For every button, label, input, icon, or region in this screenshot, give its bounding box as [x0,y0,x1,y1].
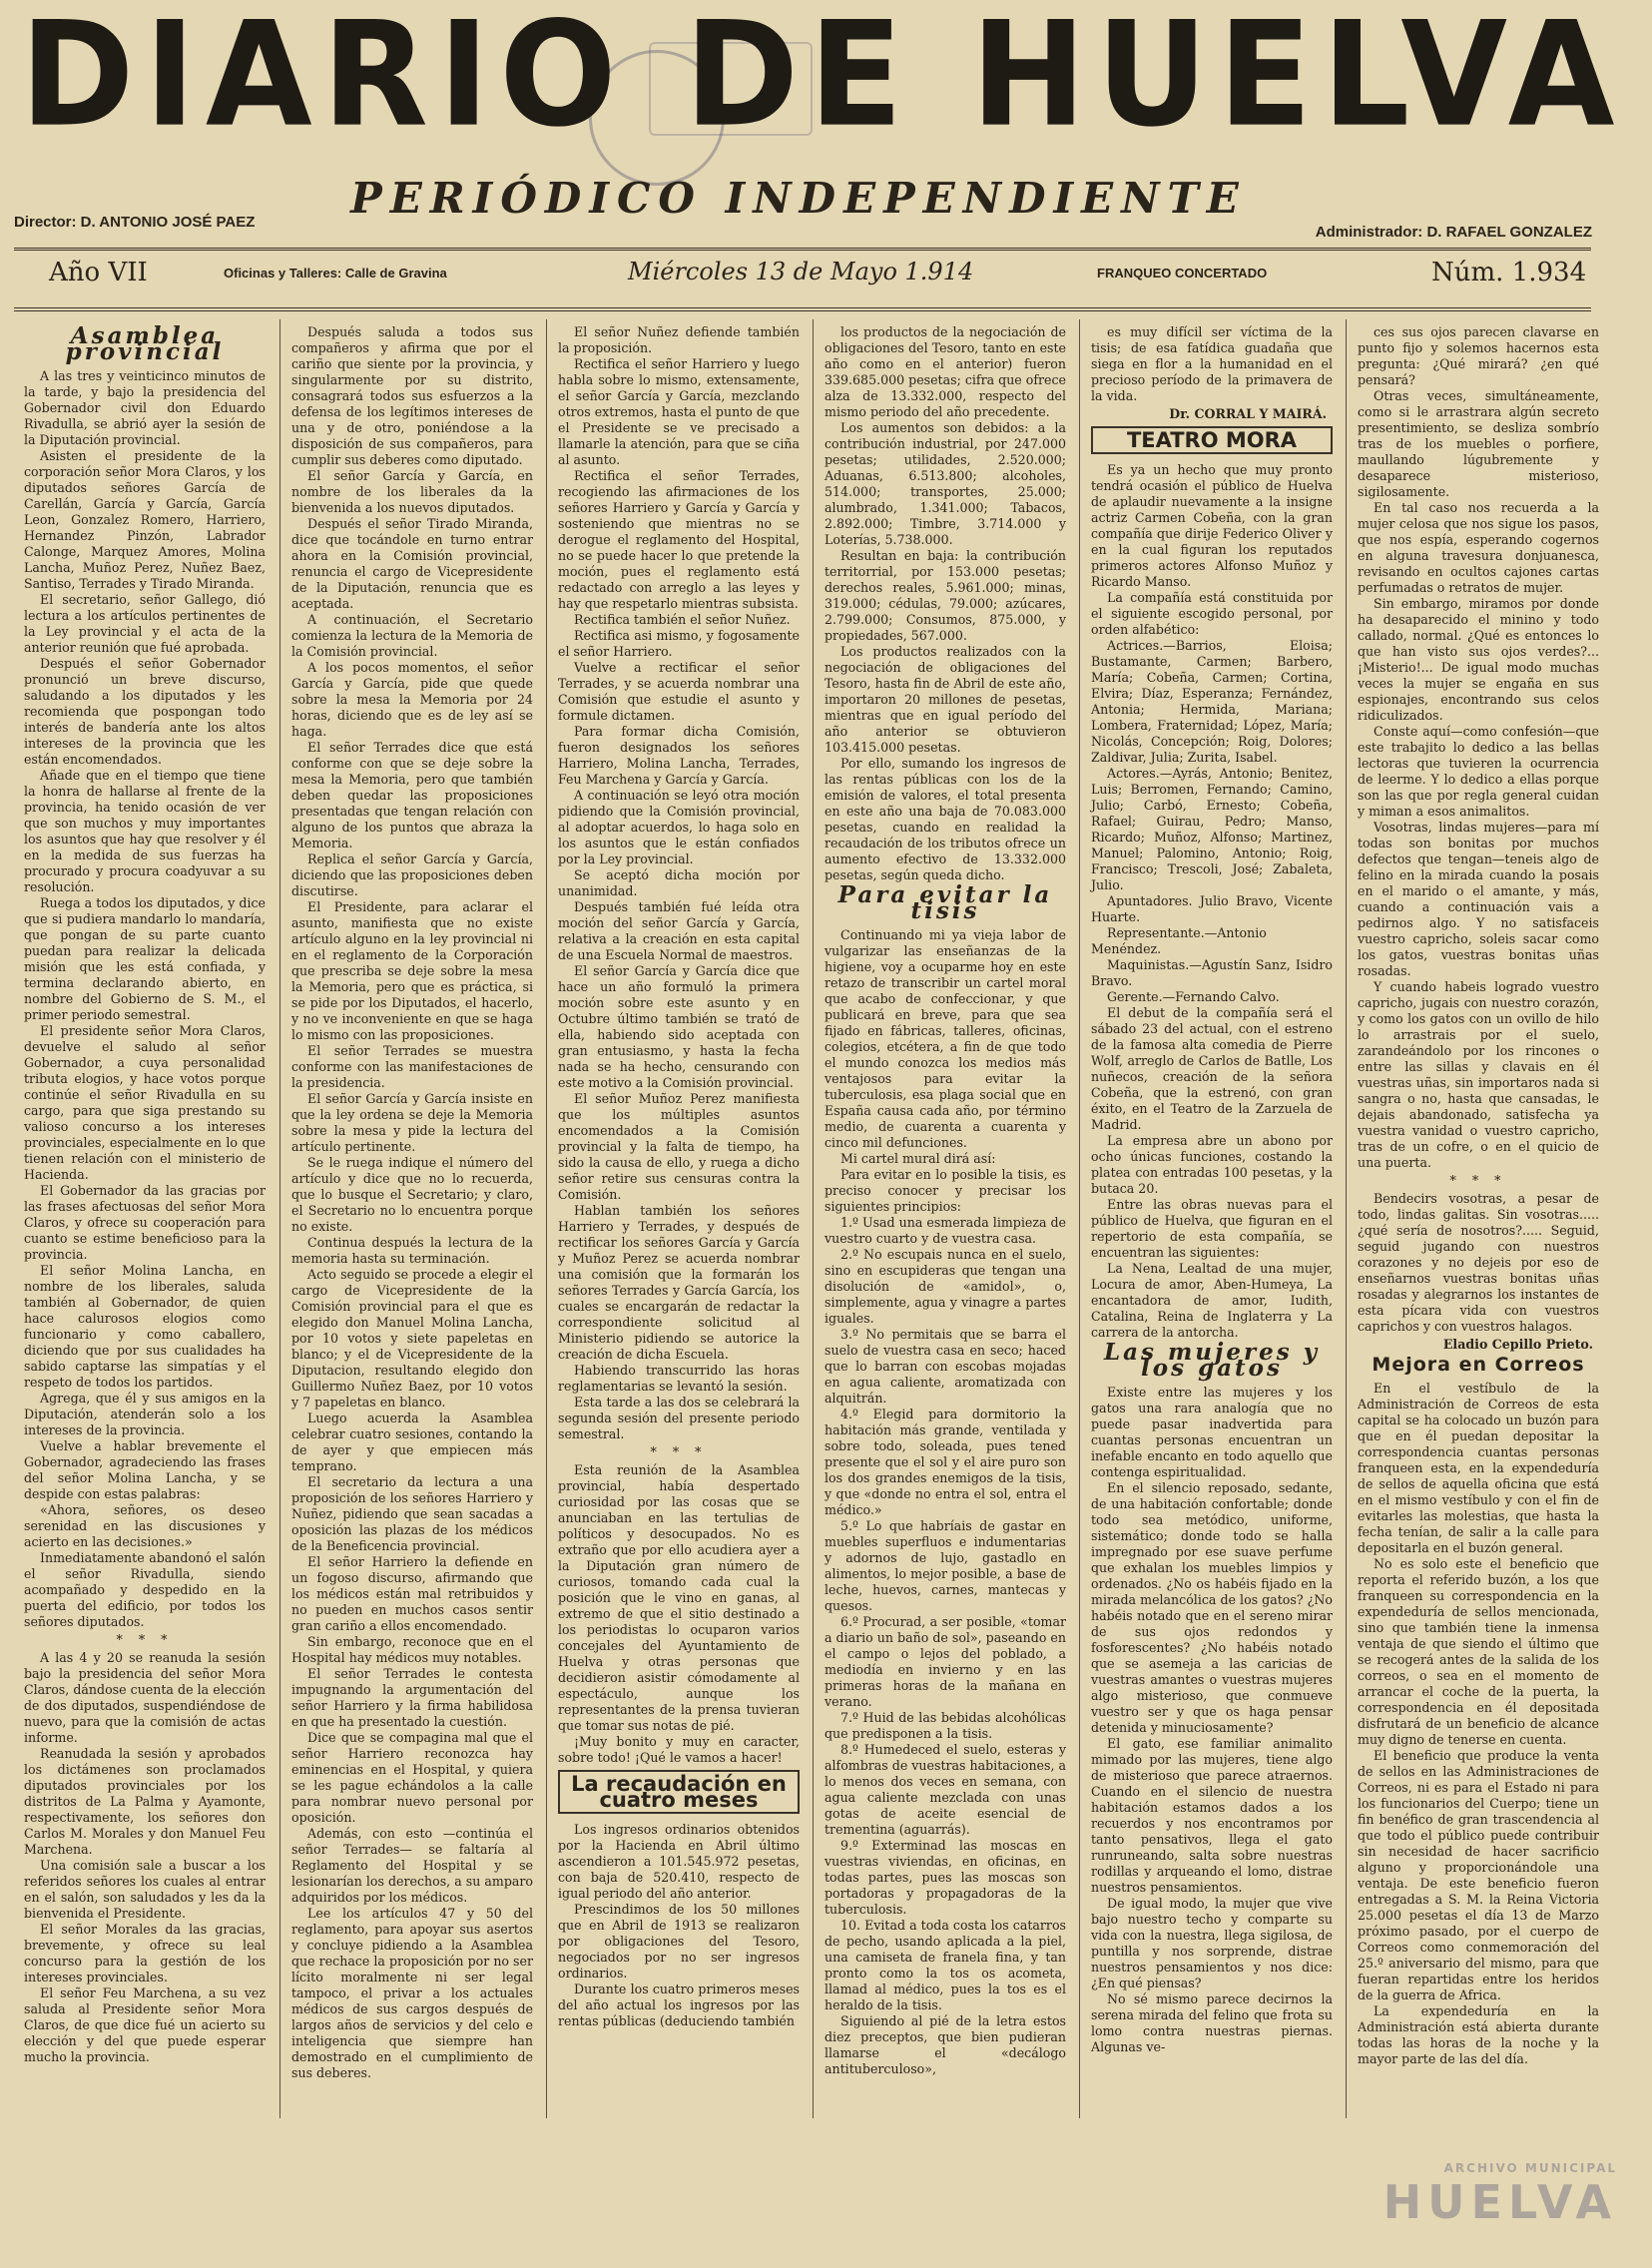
article-paragraph: El señor García y García dice que hace un año formuló la primera moción sobre este asunto y en Octubre último también se trató de ella, habiendo sido aceptada con gran entusiasmo, y hasta la fecha nada se ha hecho, censurando con este motivo a la Comisión provincial. [558,963,800,1090]
article-paragraph: ces sus ojos parecen clavarse en punto fijo y solemos hacernos esta pregunta: ¿Qué mirará? ¿en qué pensará? [1358,324,1599,387]
article-signature: Dr. CORRAL Y MAIRÁ. [1169,406,1327,421]
article-paragraph: Inmediatamente abandonó el salón el señor Rivadulla, siendo acompañado y despedido en la puerta del edificio, por todos los señores diputados. [24,1550,266,1629]
article-paragraph: El señor Molina Lancha, en nombre de los liberales, saluda también al Gobernador, de quien hace calurosos elogios como funcionario y como caballero, diciendo que por sus cualidades ha sabido captarse las simpatías y el respeto de todos los partidos. [24,1263,266,1390]
article-paragraph: Luego acuerda la Asamblea celebrar cuatro sesiones, contando la de ayer y que empiecen más temprano. [291,1411,533,1473]
article-paragraph: A las 4 y 20 se reanuda la sesión bajo la presidencia del señor Mora Claros, dándose cuenta de la elección de dos diputados, suspendiéndose de nuevo, para que la comisión de actas informe. [24,1650,266,1745]
article-paragraph: El señor Harriero la defiende en un fogoso discurso, afirmando que los médicos están mal retribuidos y no pueden en muchos casos sentir gran cariño a ellos encomendado. [291,1554,533,1633]
article-paragraph: Existe entre las mujeres y los gatos una rara analogía que no puede pasar inadvertida para cuantas personas encuentran un inefable encanto en todo aquello que contenga espiritualidad. [1091,1385,1333,1479]
article-paragraph: Vuelve a hablar brevemente el Gobernador, agradeciendo las frases del señor Molina Lancha, y se despide con estas palabras: [24,1438,266,1501]
article-heading: Para evitar la tisis [837,881,1053,924]
article-paragraph: En el vestíbulo de la Administración de Correos de esta capital se ha colocado un buzón para que en él puedan depositar la correspondencia cuantas personas franqueen esta, en la expendeduría de sellos de aquella oficina que está en el mismo vestíbulo y con el fin de evitarles las molestias, que hasta la fecha tenían, de salir a la calle para depositarla en el buzón general. [1358,1381,1599,1555]
article-paragraph: Continuando mi ya vieja labor de vulgarizar las enseñanzas de la higiene, voy a ocuparme hoy en este retazo de transcribir un cartel moral que acabo de confeccionar, y que publicará en breve, para que sea fijado en fábricas, talleres, oficinas, colegios, etcétera, a fin de que todo el mundo conozca los medios más ventajosos para evitar la tuberculosis, esa plaga social que en España causa cada año, por término medio, de cuarenta a cuarenta y cinco mil defunciones. [825,927,1066,1150]
column-divider [813,319,814,2118]
article-heading: TEATRO MORA [1091,426,1333,454]
article-paragraph: El señor Terrades dice que está conforme con que se deje sobre la mesa la Memoria, pero que también deben quedar las proposiciones presentadas que tengan relación con alguno de los puntos que abraza la Memoria. [291,740,533,850]
article-paragraph: El señor Muñoz Perez manifiesta que los múltiples asuntos encomendados a la Comisión provincial y la falta de tiempo, ha sido la causa de ello, y ruega a dicho señor retire sus censuras contra la Comisión. [558,1091,800,1202]
article-paragraph: El señor Terrades le contesta impugnando la argumentación del señor Harriero y la firma habilidosa en que ha presentado la cuestión. [291,1666,533,1729]
issue-year: Año VII [49,258,148,287]
article-paragraph: La compañía está constituida por el siguiente escogido personal, por orden alfabético: [1091,590,1333,637]
issue-info-bar [14,258,1591,297]
article-paragraph: Actrices.—Barrios, Eloisa; Bustamante, Carmen; Barbero, María; Cobeña, Carmen; Cortina, Elvira; Díaz, Esperanza; Fernández, Antonia; Hermida, Mariana; Lombera, Fraternidad; López, María; Nicolás, Concepción; Roig, Dolores; Zaldivar, Julia; Zurita, Isabel. [1091,638,1333,765]
article-paragraph: Añade que en el tiempo que tiene la honra de hallarse al frente de la provincia, ha tenido ocasión de ver que son muchos y muy importantes los asuntos que hay que resolver y él en la medida de sus fuerzas ha procurado y procura coadyuvar a su resolución. [24,768,266,894]
column-divider [279,319,280,2118]
article-paragraph: Una comisión sale a buscar a los referidos señores los cuales al entrar en el salón, son saludados y les da la bienvenida el Presidente. [24,1858,266,1921]
masthead-rule [14,248,1591,251]
article-heading: La recaudación en cuatro meses [558,1770,800,1814]
article-paragraph: A las tres y veinticinco minutos de la tarde, y bajo la presidencia del Gobernador civil don Eduardo Rivadulla, se abrió ayer la sesión de la Diputación provincial. [24,368,266,447]
article-paragraph: No sé mismo parece decirnos la serena mirada del felino que frota su lomo contra nuestras piernas. Algunas ve- [1091,1991,1333,2054]
article-paragraph: Continua después la lectura de la memoria hasta su terminación. [291,1235,533,1266]
article-paragraph: 5.º Lo que habríais de gastar en muebles superfluos e indumentarias y adornos de lujo, gastadlo en alimentos, lo mejor posible, a base de leche, huevos, carnes, mantecas y quesos. [825,1518,1066,1613]
section-separator: * * * [650,1444,708,1459]
article-paragraph: Maquinistas.—Agustín Sanz, Isidro Bravo. [1091,957,1333,988]
issue-date: Miércoles 13 de Mayo 1.914 [628,258,974,285]
article-paragraph: Sin embargo, miramos por donde ha desaparecido el minino y todo callado, normal. ¿Qué es entonces lo que han visto sus ojos verdes?... ¡Misterio!... De igual modo muchas veces la mujer se engaña en sus espionajes, encontrando sus celos ridiculizados. [1358,596,1599,723]
column-4 [825,324,1066,2076]
article-paragraph: los productos de la negociación de obligaciones del Tesoro, tanto en este año como en el anterior) fueron 339.685.000 pesetas; cifra que ofrece alza de 13.332.000, respecto del mismo periodo del año precedente. [825,324,1066,419]
article-paragraph: Esta reunión de la Asamblea provincial, había despertado curiosidad por las cosas que se anunciaban en las tertulias de políticos y desocupados. No es extraño que por ello acudiera ayer a la Diputación gran número de curiosos, tomando cada cual la posición que le vino en ganas, al extremo de que el sitio destinado a los periodistas lo ocuparon varios concejales del Ayuntamiento de Huelva y otras personas que decidieron asistir cómodamente al espectáculo, aunque los representantes de la prensa tuvieran que tomar sus notas de pié. [558,1462,800,1733]
article-paragraph: es muy difícil ser víctima de la tisis; de esa fatídica guadaña que siega en flor a la humanidad en el precioso período de la primavera de la vida. [1091,324,1333,403]
article-paragraph: Dice que se compagina mal que el señor Harriero reconozca hay eminencias en el Hospital, y quiera se les pague echándolos a la calle para nombrar nuevo personal por oposición. [291,1730,533,1825]
article-paragraph: Los aumentos son debidos: a la contribución industrial, por 247.000 pesetas; utilidades, 2.520.000; Aduanas, 6.513.800; alcoholes, 514.000; transportes, 25.000; alumbrado, 1.341.000; Tabacos, 2.892.000; Timbre, 3.714.000 y Loterías, 5.738.000. [825,420,1066,547]
article-paragraph: 2.º No escupais nunca en el suelo, sino en escupideras que tengan una disolución de «amidol», o, simplemente, agua y vinagre a partes iguales. [825,1247,1066,1326]
article-paragraph: Esta tarde a las dos se celebrará la segunda sesión del presente periodo semestral. [558,1395,800,1441]
article-heading: Mejora en Correos [1372,1354,1585,1376]
article-paragraph: Además, con esto —continúa el señor Terrades— se faltaría al Reglamento del Hospital y se lesionarían los derechos, a su amparo adquiridos por los médicos. [291,1826,533,1905]
article-paragraph: Para evitar en lo posible la tisis, es preciso conocer y precisar los siguientes principios: [825,1167,1066,1214]
article-paragraph: Replica el señor García y García, diciendo que las proposiciones deben discutirse. [291,851,533,898]
director-line: Director: D. ANTONIO JOSÉ PAEZ [14,214,256,231]
article-paragraph: Durante los cuatro primeros meses del año actual los ingresos por las rentas públicas (deduciendo también [558,1982,800,2028]
article-paragraph: 6.º Procurad, a ser posible, «tomar a diario un baño de sol», paseando en el campo o lejos del poblado, a mediodía en invierno y en las primeras horas de la mañana en verano. [825,1614,1066,1709]
article-paragraph: Prescindimos de los 50 millones que en Abril de 1913 se realizaron por obligaciones del Tesoro, negociados por no ser ingresos ordinarios. [558,1902,800,1981]
article-paragraph: Agrega, que él y sus amigos en la Diputación, atenderán solo a los intereses de la provincia. [24,1391,266,1437]
article-paragraph: Conste aquí—como confesión—que este trabajito lo dedico a las bellas lectoras que tuvieren la ocurrencia de leerme. Y lo dedico a ellas porque son las que por regla general cuidan y miman a esos animalitos. [1358,724,1599,819]
article-paragraph: El gato, ese familiar animalito mimado por las mujeres, tiene algo de misterioso que parece atraernos. Cuando en el silencio de nuestra habitación estamos dados a los recuerdos y nos encontramos por tanto pensativos, llega el gato runruneando, salta sobre nuestras rodillas y arqueando el lomo, distrae nuestros pensamientos. [1091,1736,1333,1895]
article-paragraph: No es solo este el beneficio que reporta el referido buzón, a los que franqueen su correspondencia en la expendeduría de sellos mencionada, sino que también tiene la inmensa ventaja de que siendo el último que se recogerá antes de la salida de los correos, o sea en el momento de arrancar el coche de la puerta, la correspondencia en él depositada disfrutará de un beneficio de alcance muy digno de tenerse en cuenta. [1358,1556,1599,1747]
article-paragraph: A continuación, el Secretario comienza la lectura de la Memoria de la Comisión provincial. [291,612,533,659]
article-paragraph: Otras veces, simultáneamente, como si le arrastrara algún secreto presentimiento, se desliza sombrío tras de los muebles o porfiere, maullando lúgubremente y desaparece misterioso, sigilosamente. [1358,388,1599,499]
article-paragraph: 1.º Usad una esmerada limpieza de vuestro cuarto y de vuestra casa. [825,1215,1066,1246]
article-paragraph: El secretario, señor Gallego, dió lectura a los artículos pertinentes de la Ley provincial y el acta de la anterior reunión que fué aprobada. [24,592,266,655]
article-paragraph: El señor Feu Marchena, a su vez saluda al Presidente señor Mora Claros, de que dice fué un acierto su elección y del que puede esperar mucho la provincia. [24,1985,266,2064]
article-paragraph: La expendeduría en la Administración está abierta durante todas las horas de la noche y la mayor parte de las del día. [1358,2003,1599,2066]
article-paragraph: Por ello, sumando los ingresos de las rentas públicas con los de la emisión de valores, el total presenta en este año una baja de 70.083.000 pesetas, cuando en realidad la recaudación de los tributos ofrece un aumento efectivo de 13.332.000 pesetas, según queda dicho. [825,756,1066,882]
column-divider [1079,319,1080,2118]
article-paragraph: Rectifica el señor Terrades, recogiendo las afirmaciones de los señores Harriero y García y García y sosteniendo que mientras no se derogue el reglamento del Hospital, no se puede hacer lo que pretende la moción, pues el reglamento está redactado con arreglo a las leyes y hay que respetarlo mientras subsista. [558,468,800,611]
article-paragraph: Se le ruega indique el número del artículo y dice que no lo recuerda, que lo busque el Secretario; y claro, el Secretario no lo encuentra porque no existe. [291,1155,533,1234]
article-paragraph: El señor Morales da las gracias, brevemente, y ofrece su leal concurso para la gestión de los intereses provinciales. [24,1922,266,1984]
column-divider [546,319,547,2118]
article-paragraph: Resultan en baja: la contribución territorrial, por 153.000 pesetas; derechos reales, 5.961.000; minas, 319.000; cédulas, 79.000; azúcares, 2.799.000; Consumos, 875.000, y propiedades, 567.000. [825,548,1066,643]
article-paragraph: Ruega a todos los diputados, y dice que si pudiera mandarlo lo mandaría, que pongan de su parte cuanto puedan para realizar la delicada misión que les está confiada, y termina declarando abierto, en nombre del Gobierno de S. M., el primer periodo semestral. [24,895,266,1022]
issue-number: Núm. 1.934 [1431,258,1587,287]
article-heading: Las mujeres y los gatos [1103,1339,1321,1382]
article-paragraph: En tal caso nos recuerda a la mujer celosa que nos sigue los pasos, que nos espía, esperando cogernos en alguna travesura donjuanesca, revisando en ocultos cajones cartas perfumadas o retratos de mujer. [1358,500,1599,595]
article-paragraph: El Gobernador da las gracias por las frases afectuosas del señor Mora Claros, y ofrece su cooperación para cuanto se estime beneficioso para la provincia. [24,1183,266,1262]
article-paragraph: Después el señor Tirado Miranda, dice que tocándole en turno entrar ahora en la Comisión provincial, renuncia el cargo de Vicepresidente de la Diputación, renuncia que es aceptada. [291,516,533,611]
article-paragraph: Mi cartel mural dirá así: [840,1151,996,1166]
watermark-big-text: HUELVA [1382,2175,1617,2229]
article-paragraph: Para formar dicha Comisión, fueron designados los señores Harriero, Molina Lancha, Terrades, Feu Marchena y García y García. [558,724,800,787]
article-paragraph: El secretario da lectura a una proposición de los señores Harriero y Nuñez, pidiendo que sean sacadas a oposición las plazas de los médicos de la Beneficencia provincial. [291,1474,533,1553]
article-paragraph: Después saluda a todos sus compañeros y afirma que por el cariño que siente por la provincia, y singularmente por su distrito, consagrará todos sus esfuerzos a la defensa de los legítimos intereses de una y de otro, poniéndose a la disposición de sus compañeros, para cumplir sus deberes como diputado. [291,324,533,467]
article-paragraph: Rectifica asi mismo, y fogosamente el señor Harriero. [558,628,800,659]
article-paragraph: 7.º Huid de las bebidas alcohólicas que predisponen a la tisis. [825,1710,1066,1741]
column-3 [558,324,800,2061]
article-paragraph: 9.º Exterminad las moscas en vuestras viviendas, en oficinas, en todas partes, pues las moscas son portadoras y propagadoras de la tuberculosis. [825,1838,1066,1917]
column-divider [1346,319,1347,2118]
article-paragraph: 8.º Humedeced el suelo, esteras y alfombras de vuestras habitaciones, a lo menos dos veces en semana, con agua caliente mezclada con unas gotas de aceite esencial de trementina (aguarrás). [825,1742,1066,1837]
article-paragraph: Acto seguido se procede a elegir el cargo de Vicepresidente de la Comisión provincial para el que es elegido don Manuel Molina Lancha, por 10 votos y siete papeletas en blanco; y el de Vicepresidente de la Diputacion, resultando elegido don Guillermo Nuñez Baez, por 10 votos y 7 papeletas en blanco. [291,1267,533,1410]
article-paragraph: Asisten el presidente de la corporación señor Mora Claros, y los diputados señores García de Carellán, García y García, García Leon, Gonzalez Romero, Harriero, Hernandez Pinzón, Labrador Calonge, Marquez Amores, Molina Lancha, Muñoz Perez, Nuñez Baez, Santiso, Terrades y Tirado Miranda. [24,448,266,591]
article-paragraph: Después también fué leída otra moción del señor García y García, relativa a la creación en esta capital de una Escuela Normal de maestros. [558,899,800,962]
article-paragraph: Bendecirs vosotras, a pesar de todo, lindas galitas. Sin vosotras..... ¿qué sería de nosotros?..... Seguid, seguid jugando con nuestros corazones y no dejeis por eso de enseñarnos vuestras bonitas uñas rosadas y alegrarnos los instantes de esta pícara vida con vuestros caprichos y con vuestros halagos. [1358,1191,1599,1334]
article-paragraph: 10. Evitad a toda costa los catarros de pecho, usando aplicada a la piel, una camiseta de franela fina, y tan pronto como la tos os acometa, llamad al médico, pues la tos es el heraldo de la tisis. [825,1918,1066,2012]
article-paragraph: El Presidente, para aclarar el asunto, manifiesta que no existe artículo alguno en la ley provincial ni en el reglamento de la Corporación que prescriba se deje sobre la mesa la Memoria, pero que es práctica, si se pide por los Diputados, el hacerlo, y no ve inconveniente en que se haga lo mismo con las proposiciones. [291,899,533,1042]
article-paragraph: El debut de la compañía será el sábado 23 del actual, con el estreno de la famosa alta comedia de Pierre Wolf, arreglo de Carlos de Batlle, Los nuñecos, creación de la señora Cobeña, que la estrenó, con gran éxito, en el Teatro de la Zarzuela de Madrid. [1091,1005,1333,1132]
article-paragraph: Entre las obras nuevas para el público de Huelva, que figuran en el repertorio de esta compañía, se encuentran las siguientes: [1091,1197,1333,1260]
column-5 [1091,324,1333,2061]
section-separator: * * * [116,1632,174,1647]
article-paragraph: El presidente señor Mora Claros, devuelve el saludo al señor Gobernador, a cuya personalidad tributa elogios, y hace votos porque continúe el señor Rivadulla en su cargo, para que siga prestando su valioso concurso a los intereses provinciales, especialmente en lo que tienen relación con el ministerio de Hacienda. [24,1023,266,1182]
article-paragraph: La empresa abre un abono por ocho únicas funciones, costando la platea con entradas 100 pesetas, y la butaca 20. [1091,1133,1333,1196]
article-paragraph: Reanudada la sesión y aprobados los dictámenes son proclamados diputados provinciales por los distritos de La Palma y Ayamonte, respectivamente, los señores don Carlos M. Morales y don Manuel Feu Marchena. [24,1746,266,1857]
article-paragraph: Hablan también los señores Harriero y Terrades, y después de rectificar los señores García y García y Muñoz Perez se acuerda nombrar una comisión que la formarán los señores Terrades y García García, los cuales se encargarán de redactar la correspondiente solicitud al Ministerio pidiendo se autorice la creación de dicha Escuela. [558,1203,800,1362]
article-heading: Asamblea provincial [65,322,225,365]
column-6 [1358,324,1599,2066]
article-signature: Eladio Cepillo Prieto. [1442,1337,1593,1352]
article-paragraph: 4.º Elegid para dormitorio la habitación más grande, ventilada y sobre todo, soleada, pues tened presente que el sol y el aire puro son los dos grandes enemigos de la tisis, y que «donde no entra el sol, entra el médico.» [825,1407,1066,1517]
article-paragraph: De igual modo, la mujer que vive bajo nuestro techo y comparte su vida con la nuestra, llega sigilosa, de puntilla y nos sorprende, distrae nuestros pensamientos y nos dice: ¿En qué piensas? [1091,1896,1333,1990]
article-paragraph: Rectifica también el señor Nuñez. [574,612,791,627]
offices-address: Oficinas y Talleres: Calle de Gravina [224,266,447,281]
archive-watermark [1358,2161,1617,2241]
article-paragraph: Los productos realizados con la negociación de obligaciones del Tesoro, hasta fin de Abril de este año, importaron 20 millones de pesetas, mientras que en igual período del año anterior se obtuvieron 103.415.000 pesetas. [825,644,1066,755]
article-paragraph: Siguiendo al pié de la letra estos diez preceptos, que bien pudieran llamarse el «decálogo antituberculoso», [825,2013,1066,2076]
article-paragraph: «Ahora, señores, os deseo serenidad en las discusiones y acierto en las decisiones.» [24,1502,266,1549]
article-paragraph: Gerente.—Fernando Calvo. [1107,989,1280,1004]
article-paragraph: Vosotras, lindas mujeres—para mí todas son bonitas por muchos defectos que tengan—teneis algo de felino en la mirada cuando la posais en el marido o el amante, y más, cuando a continuación vais a pedirnos algo. Y no satisfaceis vuestro capricho, soleis sacar como los gatos, vuestras bonitas uñas rosadas. [1358,820,1599,978]
header-bottom-rule [14,307,1591,311]
column-2 [291,324,533,2080]
article-paragraph: A los pocos momentos, el señor García y García, pide que quede sobre la mesa la Memoria por 24 horas, diciendo que es de ley así se haga. [291,660,533,739]
watermark-small-text: ARCHIVO MUNICIPAL [1443,2161,1617,2175]
masthead-subtitle: PERIÓDICO INDEPENDIENTE [350,174,1247,223]
article-paragraph: Es ya un hecho que muy pronto tendrá ocasión el público de Huelva de aplaudir nuevamente a la insigne actriz Carmen Cobeña, con la gran compañía que dirije Federico Oliver y en la cual figuran los reputados primeros actores Alfonso Muñoz y Ricardo Manso. [1091,462,1333,589]
article-paragraph: ¡Muy bonito y muy en caracter, sobre todo! ¡Qué le vamos a hacer! [558,1734,800,1765]
article-paragraph: El señor Nuñez defiende también la proposición. [558,324,800,355]
article-paragraph: Después el señor Gobernador pronunció un breve discurso, saludando a los diputados y les recomienda que pospongan todo interés de bandería ante los altos intereses de la provincia que les están encomendados. [24,656,266,767]
article-paragraph: En el silencio reposado, sedante, de una habitación confortable; donde todo sea metódico, uniforme, sistemático; donde todo se halla impregnado por ese suave perfume que exhalan los muebles limpios y ordenados. ¿No os habéis fijado en la mirada melancólica de los gatos? ¿No habéis notado que en el sereno mirar de sus ojos redondos y fosforescentes? ¿No habéis notado que se asemeja a las caricias de vuestras amantes o vuestras mujeres algo misterioso, que conmueve vuestro ser y que os haga pensar detenida y minuciosamente? [1091,1480,1333,1735]
article-paragraph: Y cuando habeis logrado vuestro capricho, jugais con nuestro corazón, y como los gatos con un ovillo de hilo lo arrastrais por el suelo, zarandeándolo por los rincones o entre las sillas y clavais en él vuestras uñas, sin importaros nada si sangra o no, hasta que cansadas, le dejais abandonado, satisfecha ya vuestra vanidad o vuestro capricho, tras de un cofre, o en el quicio de una puerta. [1358,979,1599,1170]
article-paragraph: A continuación se leyó otra moción pidiendo que la Comisión provincial, al adoptar acuerdos, lo haga solo en los asuntos que le están confiados por la Ley provincial. [558,788,800,866]
article-paragraph: El señor Terrades se muestra conforme con las manifestaciones de la presidencia. [291,1043,533,1090]
article-paragraph: Se aceptó dicha moción por unanimidad. [558,867,800,898]
article-paragraph: 3.º No permitais que se barra el suelo de vuestra casa en seco; haced que lo barran con escobas mojadas en agua caliente, aromatizada con alquitrán. [825,1327,1066,1406]
article-paragraph: Vuelve a rectificar el señor Terrades, y se acuerda nombrar una Comisión que estudie el asunto y formule dictamen. [558,660,800,723]
masthead-title: DIARIO DE HUELVA [20,0,1625,160]
article-paragraph: La Nena, Lealtad de una mujer, Locura de amor, Aben-Humeya, La encantadora de amor, Iudith, Catalina, Reina de Inglaterra y La carrera de la antorcha. [1091,1261,1333,1340]
postage-note: FRANQUEO CONCERTADO [1097,266,1268,281]
article-paragraph: Rectifica el señor Harriero y luego habla sobre lo mismo, extensamente, el señor García y García, mezclando otros extremos, hasta el punto de que el Presidente se ve precisado a llamarle la atención, para que se ciña al asunto. [558,356,801,467]
article-paragraph: Apuntadores. Julio Bravo, Vicente Huarte. [1091,893,1333,924]
article-paragraph: Lee los artículos 47 y 50 del reglamento, para apoyar sus asertos y concluye pidiendo a la Asamblea que rechace la proposición por no ser lícito moralmente ni ser legal tampoco, el privar a los actuales médicos de sus cargos después de largos años de servicios y del celo e inteligencia que siempre han demostrado en el cumplimiento de sus deberes. [291,1906,533,2080]
column-1 [24,322,266,2064]
article-paragraph: El beneficio que produce la venta de sellos en las Administraciones de Correos, ni es para el Estado ni para los funcionarios del Cuerpo; tiene un fin benéfico de gran trascendencia al que todo el público puede contribuir sin necesidad de hacer sacrificio alguno y proporcionándole una ventaja. De este beneficio fueron entregadas a S. M. la Reina Victoria 25.000 pesetas el día 13 de Marzo próximo pasado, por el cuerpo de Correos como conmemoración del 25.º aniversario del mismo, para que fueran repartidas entre los heridos de la guerra de Africa. [1358,1748,1599,2002]
article-paragraph: Representante.—Antonio Menéndez. [1091,925,1267,956]
article-paragraph: Habiendo transcurrido las horas reglamentarias se levantó la sesión. [558,1363,800,1394]
section-separator: * * * [1449,1173,1507,1188]
article-paragraph: Sin embargo, reconoce que en el Hospital hay médicos muy notables. [291,1634,533,1665]
article-paragraph: El señor García y García, en nombre de los liberales da la bienvenida a los nuevos diputados. [291,468,533,515]
administrator-line: Administrador: D. RAFAEL GONZALEZ [1315,224,1592,241]
article-paragraph: El señor García y García insiste en que la ley ordena se deje la Memoria sobre la mesa y pide la lectura del artículo pertinente. [291,1091,533,1154]
article-paragraph: Los ingresos ordinarios obtenidos por la Hacienda en Abril último ascendieron a 101.545.972 pesetas, con baja de 520.410, respecto de igual periodo del año anterior. [558,1822,800,1901]
article-paragraph: Actores.—Ayrás, Antonio; Benitez, Luis; Berromen, Fernando; Camino, Julio; Carbó, Ernesto; Cobeña, Rafael; Guirau, Pedro; Manso, Ricardo; Muñoz, Alfonso; Martinez, Manuel; Palomino, Antonio; Roig, Francisco; Trescoli, José; Zabaleta, Julio. [1091,766,1333,892]
